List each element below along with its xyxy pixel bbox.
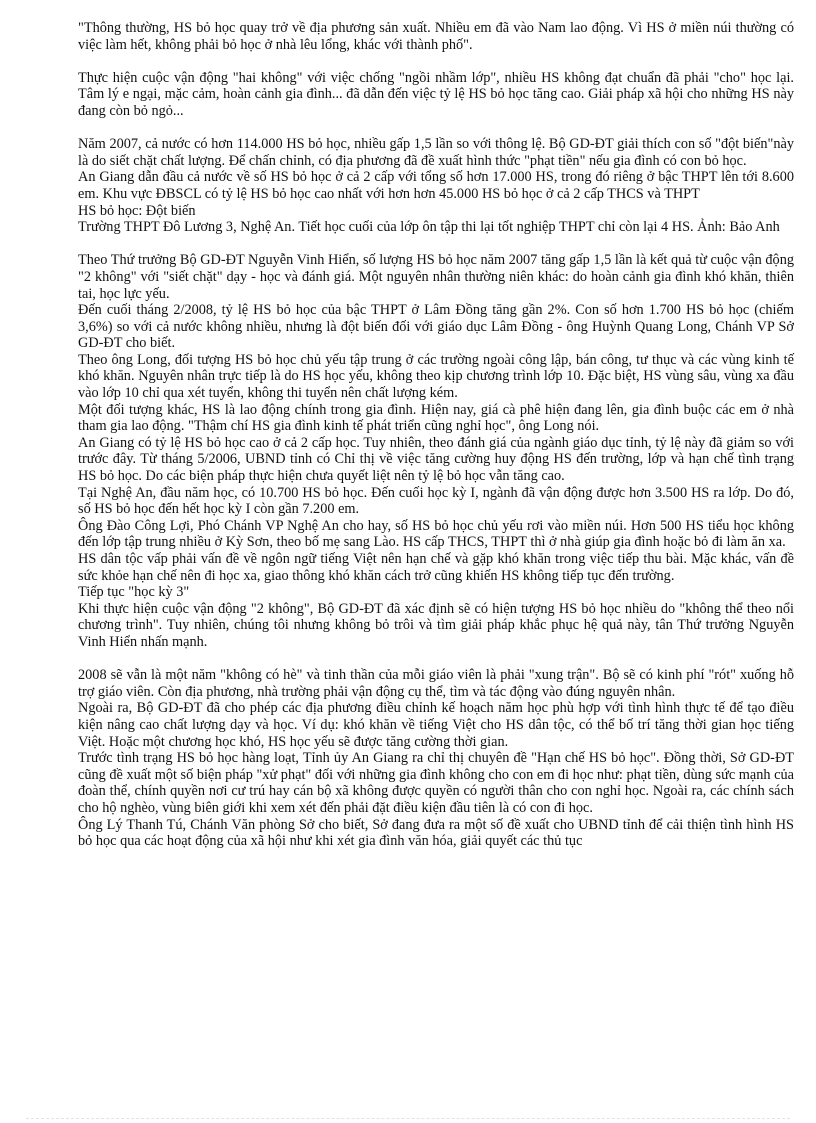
paragraph-spacer	[78, 651, 794, 668]
paragraph-spacer	[78, 236, 794, 253]
paragraph: HS dân tộc vấp phải vấn đề về ngôn ngữ tiếng Việt nên hạn chế và gặp khó khăn trong việc tiếp thu bài. Mặc khác, vấn đề sức khỏe hạn chế nên đi học xa, giao thông khó khăn cách trở cũng khiến HS không tiếp tục đến trường.	[78, 551, 794, 584]
paragraph: Thực hiện cuộc vận động "hai không" với việc chống "ngồi nhầm lớp", nhiều HS không đạt chuẩn đã phải "cho" học lại. Tâm lý e ngại, mặc cảm, hoàn cảnh gia đình... đã dẫn đến việc tỷ lệ HS bỏ học tăng cao. Giải pháp xã hội cho những HS này đang còn bỏ ngỏ...	[78, 69, 794, 119]
paragraph: Trước tình trạng HS bỏ học hàng loạt, Tỉnh ủy An Giang ra chỉ thị chuyên đề "Hạn chế HS bỏ học". Đồng thời, Sở GD-ĐT cũng đề xuất một số biện pháp "xử phạt" đối với những gia đình không cho con em đi học như: phạt tiền, dùng sức mạnh của đoàn thể, chính quyền nơi cư trú hay cán bộ xã không được quyền có người thân cho con nghỉ học. Ngoài ra, các chính sách cho hộ nghèo, vùng biên giới khi xem xét đến phải đặt điều kiện đầu tiên là có con đi học.	[78, 750, 794, 816]
paragraph: Tiếp tục "học kỳ 3"	[78, 584, 190, 601]
paragraph: 2008 sẽ vẫn là một năm "không có hè" và tinh thần của mỗi giáo viên là phải "xung trận". Bộ sẽ có kinh phí "rót" xuống hỗ trợ giáo viên. Còn địa phương, nhà trường phải vận động cụ thể, tìm và tác động vào đúng nguyên nhân.	[78, 667, 794, 700]
paragraph: An Giang có tỷ lệ HS bỏ học cao ở cả 2 cấp học. Tuy nhiên, theo đánh giá của ngành giáo dục tỉnh, tỷ lệ này đã giảm so với trước đây. Từ tháng 5/2006, UBND tỉnh có Chỉ thị về việc tăng cường huy động HS đến trường, lớp và hạn chế tình trạng HS bỏ học. Do các biện pháp thực hiện chưa quyết liệt nên tỷ lệ bỏ học vẫn tăng cao.	[78, 434, 794, 485]
paragraph: Theo Thứ trưởng Bộ GD-ĐT Nguyễn Vinh Hiển, số lượng HS bỏ học năm 2007 tăng gấp 1,5 lần là kết quả từ cuộc vận động "2 không" với "siết chặt" dạy - học và đánh giá. Một nguyên nhân thường niên khác: do hoàn cảnh gia đình khó khăn, thiên tai, học lực yếu.	[78, 252, 794, 302]
paragraph: Năm 2007, cả nước có hơn 114.000 HS bỏ học, nhiều gấp 1,5 lần so với thông lệ. Bộ GD-ĐT giải thích con số "đột biến"này là do siết chặt chất lượng. Để chấn chỉnh, có địa phương đã đề xuất hình thức "phạt tiền" nếu gia đình có con bỏ học.	[78, 136, 794, 169]
document-body	[78, 20, 794, 850]
paragraph: Trường THPT Đô Lương 3, Nghệ An. Tiết học cuối của lớp ôn tập thi lại tốt nghiệp THPT chỉ còn lại 4 HS. Ảnh: Bảo Anh	[78, 219, 780, 236]
paragraph: Khi thực hiện cuộc vận động "2 không", Bộ GD-ĐT đã xác định sẽ có hiện tượng HS bỏ học nhiều do "không thể theo nổi chương trình". Tuy nhiên, chúng tôi nhưng không bỏ trôi và tìm giải pháp khắc phục hệ quả này, tân Thứ trưởng Nguyễn Vinh Hiển nhấn mạnh.	[78, 600, 794, 650]
paragraph: HS bỏ học: Đột biến	[78, 202, 196, 219]
paragraph-spacer	[78, 120, 794, 137]
paragraph: Ông Lý Thanh Tú, Chánh Văn phòng Sở cho biết, Sở đang đưa ra một số đề xuất cho UBND tỉnh để cải thiện tình hình HS bỏ học qua các hoạt động của xã hội như khi xét gia đình văn hóa, giải quyết các thủ tục	[78, 816, 794, 850]
page-bottom-divider	[26, 1118, 790, 1119]
paragraph: Theo ông Long, đối tượng HS bỏ học chủ yếu tập trung ở các trường ngoài công lập, bán công, tư thục và các vùng kinh tế khó khăn. Nguyên nhân trực tiếp là do HS học yếu, không theo kịp chương trình lớp 10. Đặc biệt, HS vùng sâu, vùng xa đầu vào lớp 10 chỉ qua xét tuyển, không thi tuyển nên chất lượng kém.	[78, 351, 794, 402]
paragraph: Ông Đào Công Lợi, Phó Chánh VP Nghệ An cho hay, số HS bỏ học chủ yếu rơi vào miền núi. Hơn 500 HS tiểu học không đến lớp tập trung nhiều ở Kỳ Sơn, theo bố mẹ sang Lào. HS cấp THCS, THPT thì ở nhà giúp gia đình hoặc bỏ đi làm ăn xa.	[78, 517, 794, 551]
paragraph: Ngoài ra, Bộ GD-ĐT đã cho phép các địa phương điều chỉnh kế hoạch năm học phù hợp với tình hình thực tế để tạo điều kiện nâng cao chất lượng dạy và học. Ví dụ: khó khăn về tiếng Việt cho HS dân tộc, có thể bố trí tăng thời gian học tiếng Việt. Hoặc một chương học khó, HS học yếu sẽ được tăng cường thời gian.	[78, 700, 794, 750]
paragraph: "Thông thường, HS bỏ học quay trở về địa phương sản xuất. Nhiều em đã vào Nam lao động. Vì HS ở miền núi thường có việc làm hết, không phải bỏ học ở nhà lêu lổng, khác với thành phố".	[78, 20, 794, 53]
paragraph: Tại Nghệ An, đầu năm học, có 10.700 HS bỏ học. Đến cuối học kỳ I, ngành đã vận động được hơn 3.500 HS ra lớp. Do đó, số HS bỏ học đến hết học kỳ I còn gần 7.200 em.	[78, 484, 794, 518]
paragraph: An Giang dẫn đầu cả nước về số HS bỏ học ở cả 2 cấp với tổng số hơn 17.000 HS, trong đó riêng ở bậc THPT lên tới 8.600 em. Khu vực ĐBSCL có tỷ lệ HS bỏ học cao nhất với hơn hơn 45.000 HS bỏ học ở cả 2 cấp THCS và THPT	[78, 169, 794, 202]
paragraph-spacer	[78, 53, 794, 70]
paragraph: Một đối tượng khác, HS là lao động chính trong gia đình. Hiện nay, giá cà phê hiện đang lên, gia đình buộc các em ở nhà tham gia lao động. "Thậm chí HS gia đình kinh tế phát triển cũng nghỉ học", ông Long nói.	[78, 401, 794, 435]
paragraph: Đến cuối tháng 2/2008, tỷ lệ HS bỏ học của bậc THPT ở Lâm Đồng tăng gần 2%. Con số hơn 1.700 HS bỏ học (chiếm 3,6%) so với cả nước không nhiều, nhưng là đột biến đối với giáo dục Lâm Đồng - ông Huỳnh Quang Long, Chánh VP Sở GD-ĐT cho biết.	[78, 302, 794, 352]
